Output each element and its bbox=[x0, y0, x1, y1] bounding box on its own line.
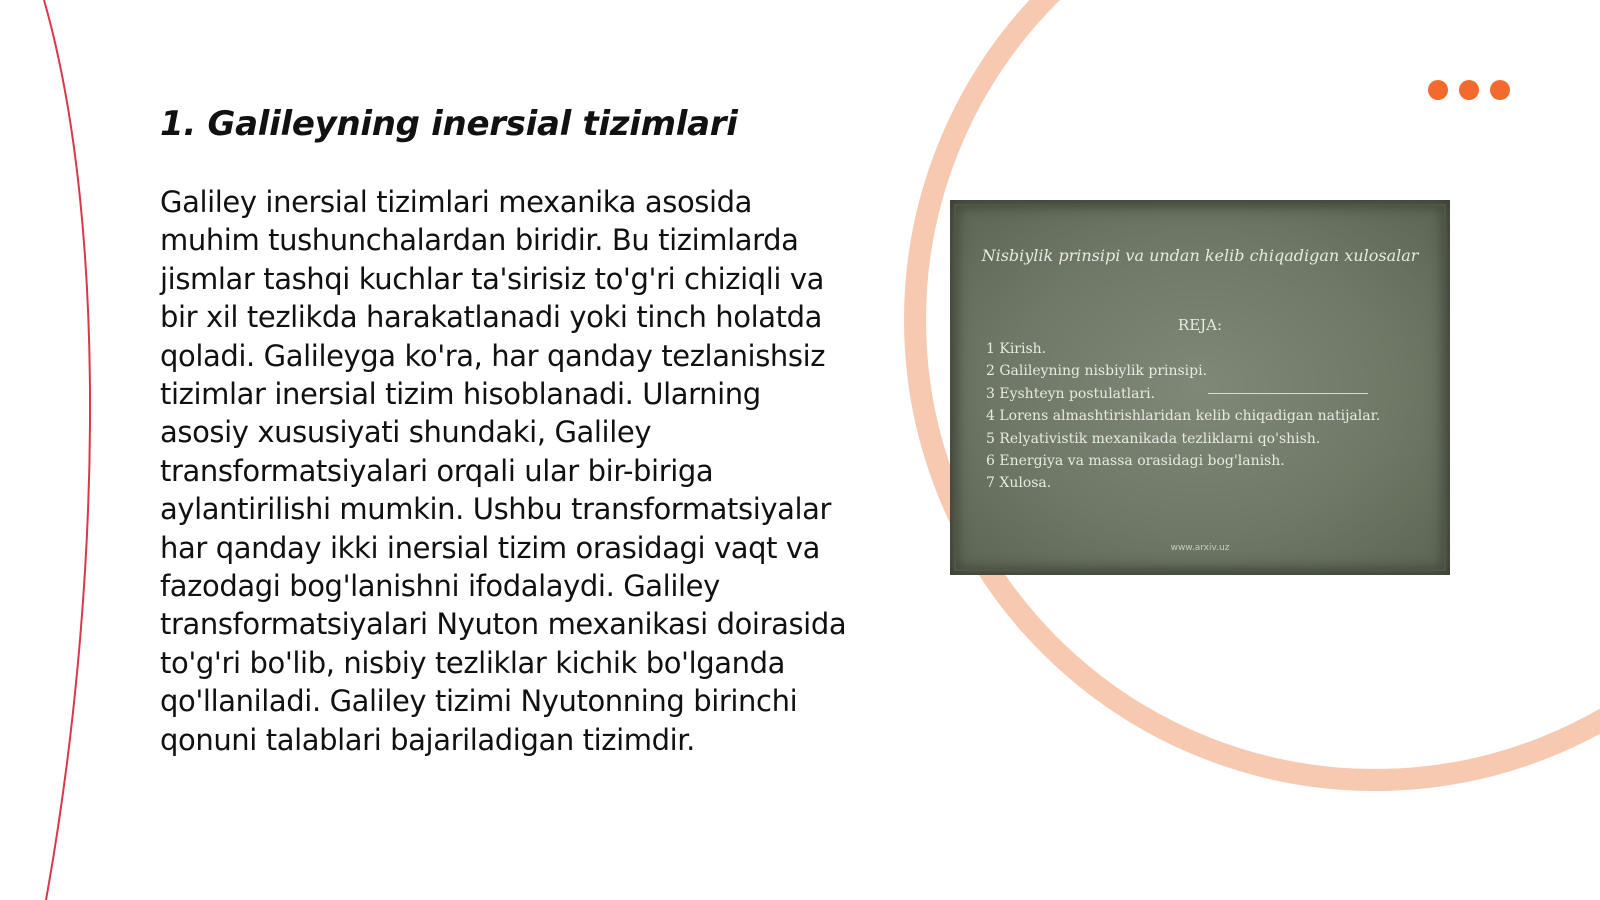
plan-item: 1 Kirish. bbox=[986, 341, 1047, 357]
chalkboard-image bbox=[950, 200, 1450, 575]
chalkboard-plan-list bbox=[986, 338, 1380, 495]
dot-icon bbox=[1490, 80, 1510, 100]
menu-dots-icon bbox=[1428, 80, 1510, 100]
slide-body-text: Galiley inersial tizimlari mexanika asosida muhim tushunchalardan biridir. Bu tizimlarda jismlar tashqi kuchlar ta'sirisiz to'g'ri chiziqli va bir xil tezlikda harakatlanadi yoki tinch holatda qoladi. Galileyga ko'ra, har qanday tezlanishsiz tizimlar inersial tizim hisoblanadi. Ularning asosiy xususiyati shundaki, Galiley transformatsiyalari orqali ular bir-biriga aylantirilishi mumkin. Ushbu transformatsiyalar har qanday ikki inersial tizim orasidagi vaqt va fazodagi bog'lanishni ifodalaydi. Galiley transformatsiyalari Nyuton mexanikasi doirasida to'g'ri bo'lib, nisbiy tezliklar kichik bo'lganda qo'llaniladi. Galiley tizimi Nyutonning birinchi qonuni talablari bajariladigan tizimdir. bbox=[160, 185, 847, 757]
plan-item: 2 Galileyning nisbiylik prinsipi. bbox=[986, 363, 1208, 380]
plan-item: 7 Xulosa. bbox=[986, 475, 1052, 492]
chalk-line bbox=[1208, 393, 1368, 394]
plan-item: 3 Eyshteyn postulatlari. bbox=[986, 385, 1156, 402]
dot-icon bbox=[1459, 80, 1479, 100]
plan-item: 5 Relyativistik mexanikada tezliklarni qo'shish. bbox=[986, 430, 1321, 447]
chalkboard-heading: Nisbiylik prinsipi va undan kelib chiqadigan xulosalar bbox=[981, 246, 1419, 265]
chalkboard-plan-label: REJA: bbox=[1177, 316, 1223, 334]
slide-title: 1. Galileyning inersial tizimlari bbox=[160, 104, 738, 144]
plan-item: 4 Lorens almashtirishlaridan kelib chiqadigan natijalar. bbox=[986, 408, 1381, 425]
decorative-left-curve bbox=[44, 0, 90, 900]
plan-item: 6 Energiya va massa orasidagi bog'lanish. bbox=[986, 453, 1285, 470]
dot-icon bbox=[1428, 80, 1448, 100]
chalkboard-footer: www.arxiv.uz bbox=[1170, 543, 1230, 553]
